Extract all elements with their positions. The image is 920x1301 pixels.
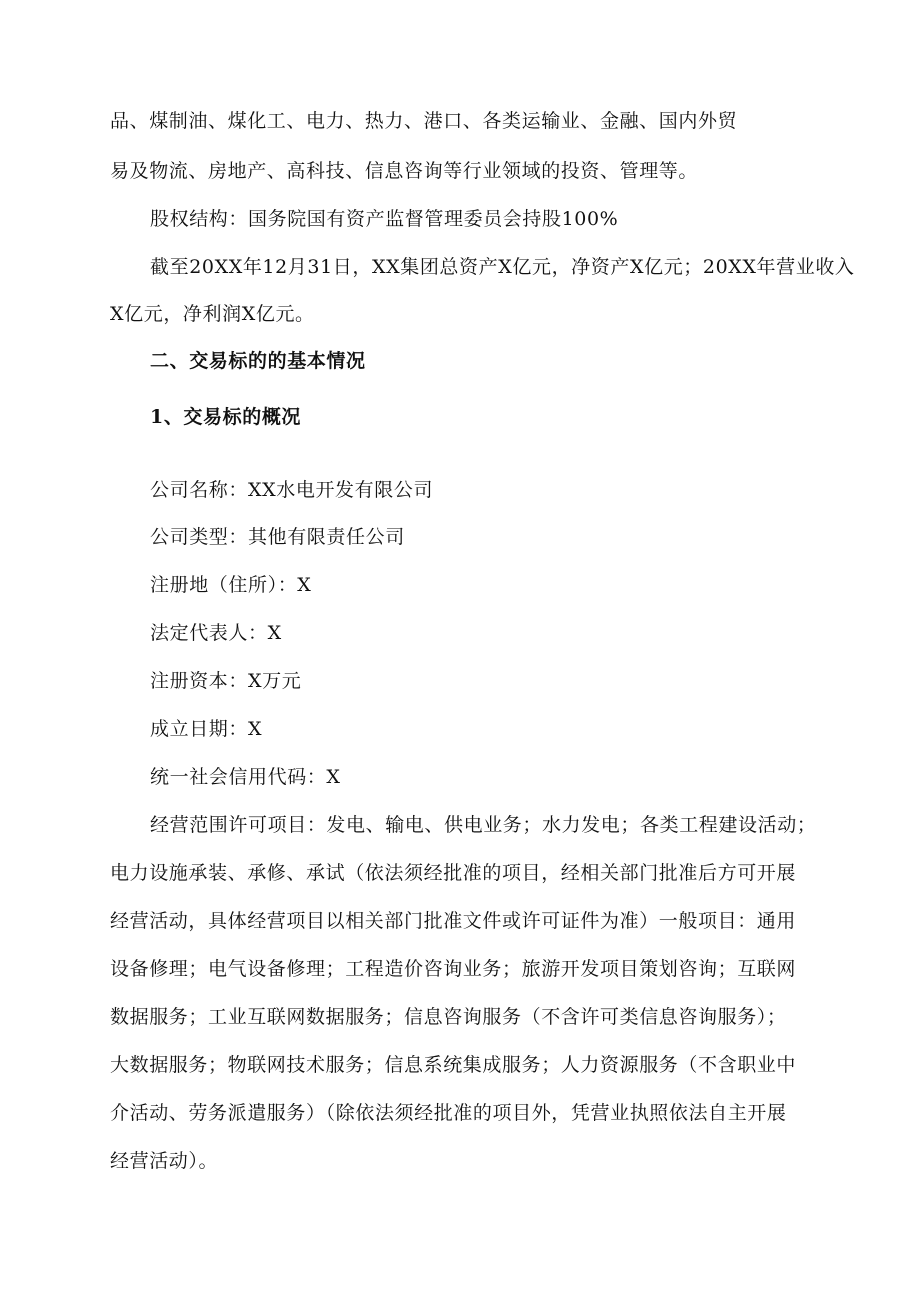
business-scope-line: 介活动、劳务派遣服务）（除依法须经批准的项目外，凭营业执照依法自主开展 <box>110 1102 787 1124</box>
legal-representative: 法定代表人：X <box>150 622 282 644</box>
business-scope-line: 经营范围许可项目：发电、输电、供电业务；水力发电；各类工程建设活动； <box>150 814 817 836</box>
registered-capital: 注册资本：X万元 <box>150 670 302 692</box>
equity-structure: 股权结构：国务院国有资产监督管理委员会持股100% <box>150 208 619 230</box>
business-scope-line: 经营活动，具体经营项目以相关部门批准文件或许可证件为准）一般项目：通用 <box>110 910 797 932</box>
financials-line-1: 截至20XX年12月31日，XX集团总资产X亿元，净资产X亿元；20XX年营业收入 <box>150 256 855 278</box>
scope-continued-line-2: 易及物流、房地产、高科技、信息咨询等行业领域的投资、管理等。 <box>110 160 699 182</box>
established-date: 成立日期：X <box>150 718 263 740</box>
business-scope-line: 数据服务；工业互联网数据服务；信息咨询服务（不含许可类信息咨询服务）； <box>110 1006 787 1028</box>
subsection-heading: 1、交易标的概况 <box>150 406 302 428</box>
company-type: 公司类型：其他有限责任公司 <box>150 526 405 548</box>
financials-line-2: X亿元，净利润X亿元。 <box>110 303 315 325</box>
business-scope-line: 设备修理；电气设备修理；工程造价咨询业务；旅游开发项目策划咨询；互联网 <box>110 958 797 980</box>
section-heading: 二、交易标的的基本情况 <box>150 350 366 372</box>
business-scope-line: 经营活动）。 <box>110 1150 219 1172</box>
registered-address: 注册地（住所）：X <box>150 574 312 596</box>
credit-code: 统一社会信用代码：X <box>150 766 341 788</box>
business-scope-line: 大数据服务；物联网技术服务；信息系统集成服务；人力资源服务（不含职业中 <box>110 1054 797 1076</box>
business-scope-line: 电力设施承装、承修、承试（依法须经批准的项目，经相关部门批准后方可开展 <box>110 862 797 884</box>
company-name: 公司名称：XX水电开发有限公司 <box>150 479 434 501</box>
scope-continued-line-1: 品、煤制油、煤化工、电力、热力、港口、各类运输业、金融、国内外贸 <box>110 110 738 132</box>
